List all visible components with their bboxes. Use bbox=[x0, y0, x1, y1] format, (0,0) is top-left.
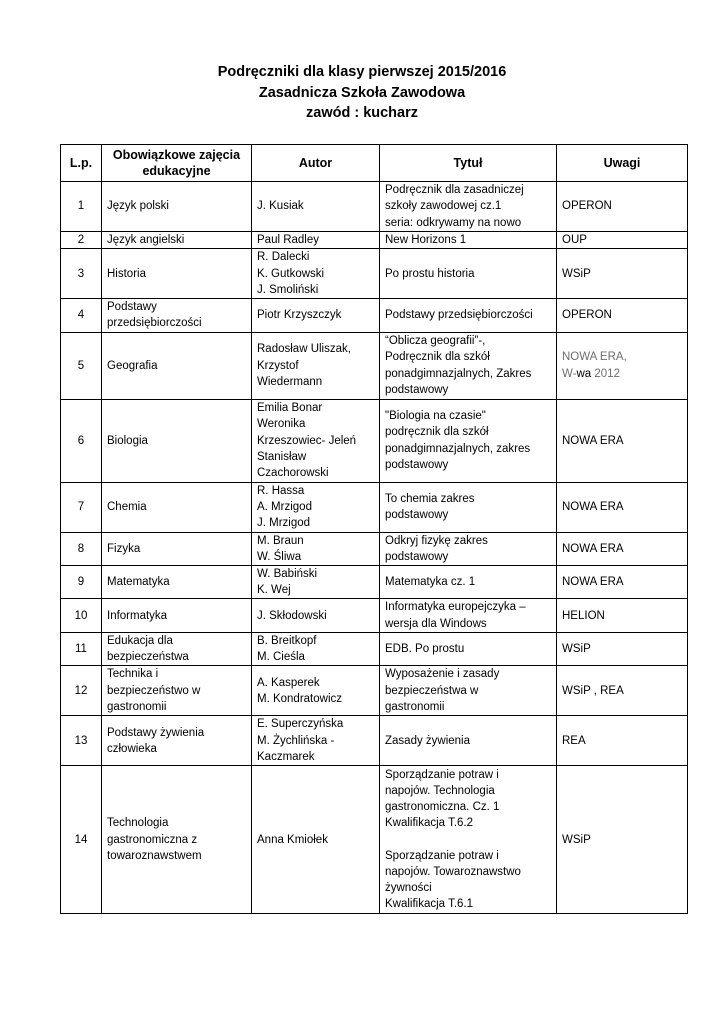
table-row bbox=[61, 566, 688, 599]
row-lp: 7 bbox=[61, 482, 102, 532]
notes-text: REA bbox=[562, 734, 586, 747]
notes-text: NOWA ERA, W- bbox=[562, 351, 627, 380]
row-lp: 8 bbox=[61, 532, 102, 565]
table-row bbox=[61, 399, 688, 482]
row-title: “Oblicza geografii”-, Podręcznik dla szkół ponadgimnazjalnych, Zakres podstawowy bbox=[380, 332, 557, 399]
row-lp: 10 bbox=[61, 599, 102, 632]
table-row bbox=[61, 182, 688, 232]
row-author: Radosław Uliszak, Krzystof Wiedermann bbox=[252, 332, 380, 399]
header-notes: Uwagi bbox=[557, 145, 688, 182]
row-subject: Język polski bbox=[102, 182, 252, 232]
row-author: J. Kusiak bbox=[252, 182, 380, 232]
notes-text: NOWA ERA bbox=[562, 576, 624, 589]
table-row bbox=[61, 482, 688, 532]
row-author: Paul Radley bbox=[252, 232, 380, 249]
row-lp: 1 bbox=[61, 182, 102, 232]
row-title: Wyposażenie i zasady bezpieczeństwa w gastronomii bbox=[380, 666, 557, 716]
row-notes bbox=[557, 766, 688, 914]
row-notes bbox=[557, 182, 688, 232]
table-row bbox=[61, 716, 688, 766]
header-subject: Obowiązkowe zajęcia edukacyjne bbox=[102, 145, 252, 182]
row-subject: Historia bbox=[102, 249, 252, 299]
row-notes bbox=[557, 249, 688, 299]
row-notes bbox=[557, 332, 688, 399]
row-notes bbox=[557, 666, 688, 716]
row-subject: Chemia bbox=[102, 482, 252, 532]
row-title: New Horizons 1 bbox=[380, 232, 557, 249]
row-title: To chemia zakres podstawowy bbox=[380, 482, 557, 532]
header-author: Autor bbox=[252, 145, 380, 182]
table-row bbox=[61, 532, 688, 565]
document-title bbox=[0, 62, 724, 124]
row-title: Zasady żywienia bbox=[380, 716, 557, 766]
row-author: M. Braun W. Śliwa bbox=[252, 532, 380, 565]
row-author: Emilia Bonar Weronika Krzeszowiec- Jeleń Stanisław Czachorowski bbox=[252, 399, 380, 482]
row-lp: 6 bbox=[61, 399, 102, 482]
notes-text: OPERON bbox=[562, 200, 612, 213]
notes-text: 2012 bbox=[591, 367, 620, 380]
row-notes bbox=[557, 232, 688, 249]
notes-text: NOWA ERA bbox=[562, 542, 624, 555]
row-author: W. Babiński K. Wej bbox=[252, 566, 380, 599]
row-notes bbox=[557, 632, 688, 665]
notes-text: wa bbox=[576, 367, 592, 380]
notes-text: WSiP bbox=[562, 833, 591, 846]
header-lp: L.p. bbox=[61, 145, 102, 182]
row-lp: 3 bbox=[61, 249, 102, 299]
row-subject: Edukacja dla bezpieczeństwa bbox=[102, 632, 252, 665]
row-author: J. Skłodowski bbox=[252, 599, 380, 632]
table-row bbox=[61, 299, 688, 332]
row-title: Podstawy przedsiębiorczości bbox=[380, 299, 557, 332]
title-line-1: Podręczniki dla klasy pierwszej 2015/2016 bbox=[217, 64, 507, 80]
notes-text: NOWA ERA bbox=[562, 501, 624, 513]
row-title: Po prostu historia bbox=[380, 249, 557, 299]
row-subject: Podstawy żywienia człowieka bbox=[102, 716, 252, 766]
row-notes bbox=[557, 716, 688, 766]
notes-text: WSiP bbox=[562, 267, 591, 280]
row-lp: 4 bbox=[61, 299, 102, 332]
row-subject: Podstawy przedsiębiorczości bbox=[102, 299, 252, 332]
notes-text: WSiP bbox=[562, 642, 591, 655]
row-author: Anna Kmiołek bbox=[252, 766, 380, 914]
row-title: Podręcznik dla zasadniczej szkoły zawodowej cz.1 seria: odkrywamy na nowo bbox=[380, 182, 557, 232]
table-row bbox=[61, 766, 688, 914]
row-author: A. Kasperek M. Kondratowicz bbox=[252, 666, 380, 716]
row-lp: 13 bbox=[61, 716, 102, 766]
row-subject: Informatyka bbox=[102, 599, 252, 632]
header-title: Tytuł bbox=[380, 145, 557, 182]
row-title: Matematyka cz. 1 bbox=[380, 566, 557, 599]
notes-text: HELION bbox=[562, 609, 605, 622]
row-lp: 9 bbox=[61, 566, 102, 599]
row-subject: Biologia bbox=[102, 399, 252, 482]
table-row bbox=[61, 249, 688, 299]
row-title: "Biologia na czasie" podręcznik dla szkół ponadgimnazjalnych, zakres podstawowy bbox=[380, 399, 557, 482]
row-notes bbox=[557, 399, 688, 482]
notes-text: WSiP , REA bbox=[562, 684, 624, 697]
row-author: B. Breitkopf M. Cieśla bbox=[252, 632, 380, 665]
row-lp: 11 bbox=[61, 632, 102, 665]
row-lp: 14 bbox=[61, 766, 102, 914]
row-notes bbox=[557, 599, 688, 632]
row-author: R. Dalecki K. Gutkowski J. Smoliński bbox=[252, 249, 380, 299]
notes-text: OUP bbox=[562, 234, 587, 246]
table-header-row bbox=[61, 145, 688, 182]
table-row bbox=[61, 332, 688, 399]
row-author: Piotr Krzyszczyk bbox=[252, 299, 380, 332]
row-title: Odkryj fizykę zakres podstawowy bbox=[380, 532, 557, 565]
table-body bbox=[61, 182, 688, 914]
row-lp: 12 bbox=[61, 666, 102, 716]
row-author: R. Hassa A. Mrzigod J. Mrzigod bbox=[252, 482, 380, 532]
row-subject: Matematyka bbox=[102, 566, 252, 599]
row-subject: Technologia gastronomiczna z towaroznawstwem bbox=[102, 766, 252, 914]
row-subject: Język angielski bbox=[102, 232, 252, 249]
title-line-2: Zasadnicza Szkoła Zawodowa bbox=[258, 84, 466, 101]
row-notes bbox=[557, 299, 688, 332]
row-title: Informatyka europejczyka – wersja dla Windows bbox=[380, 599, 557, 632]
row-subject: Fizyka bbox=[102, 532, 252, 565]
row-subject: Technika i bezpieczeństwo w gastronomii bbox=[102, 666, 252, 716]
row-title: EDB. Po prostu bbox=[380, 632, 557, 665]
row-lp: 5 bbox=[61, 332, 102, 399]
row-lp: 2 bbox=[61, 232, 102, 249]
row-author: E. Superczyńska M. Żychlińska - Kaczmarek bbox=[252, 716, 380, 766]
notes-text: OPERON bbox=[562, 309, 612, 322]
notes-text: NOWA ERA bbox=[562, 434, 624, 447]
table-row bbox=[61, 666, 688, 716]
row-notes bbox=[557, 532, 688, 565]
row-title: Sporządzanie potraw i napojów. Technologia gastronomiczna. Cz. 1 Kwalifikacja T.6.2 Sporządzanie potraw i napojów. Towaroznawstwo żywności Kwalifikacja T.6.1 bbox=[380, 766, 557, 914]
table-row bbox=[61, 232, 688, 249]
title-line-3: zawód : kucharz bbox=[306, 105, 418, 121]
row-notes bbox=[557, 566, 688, 599]
row-subject: Geografia bbox=[102, 332, 252, 399]
textbooks-table bbox=[60, 144, 688, 914]
table-row bbox=[61, 632, 688, 665]
table-row bbox=[61, 599, 688, 632]
row-notes bbox=[557, 482, 688, 532]
